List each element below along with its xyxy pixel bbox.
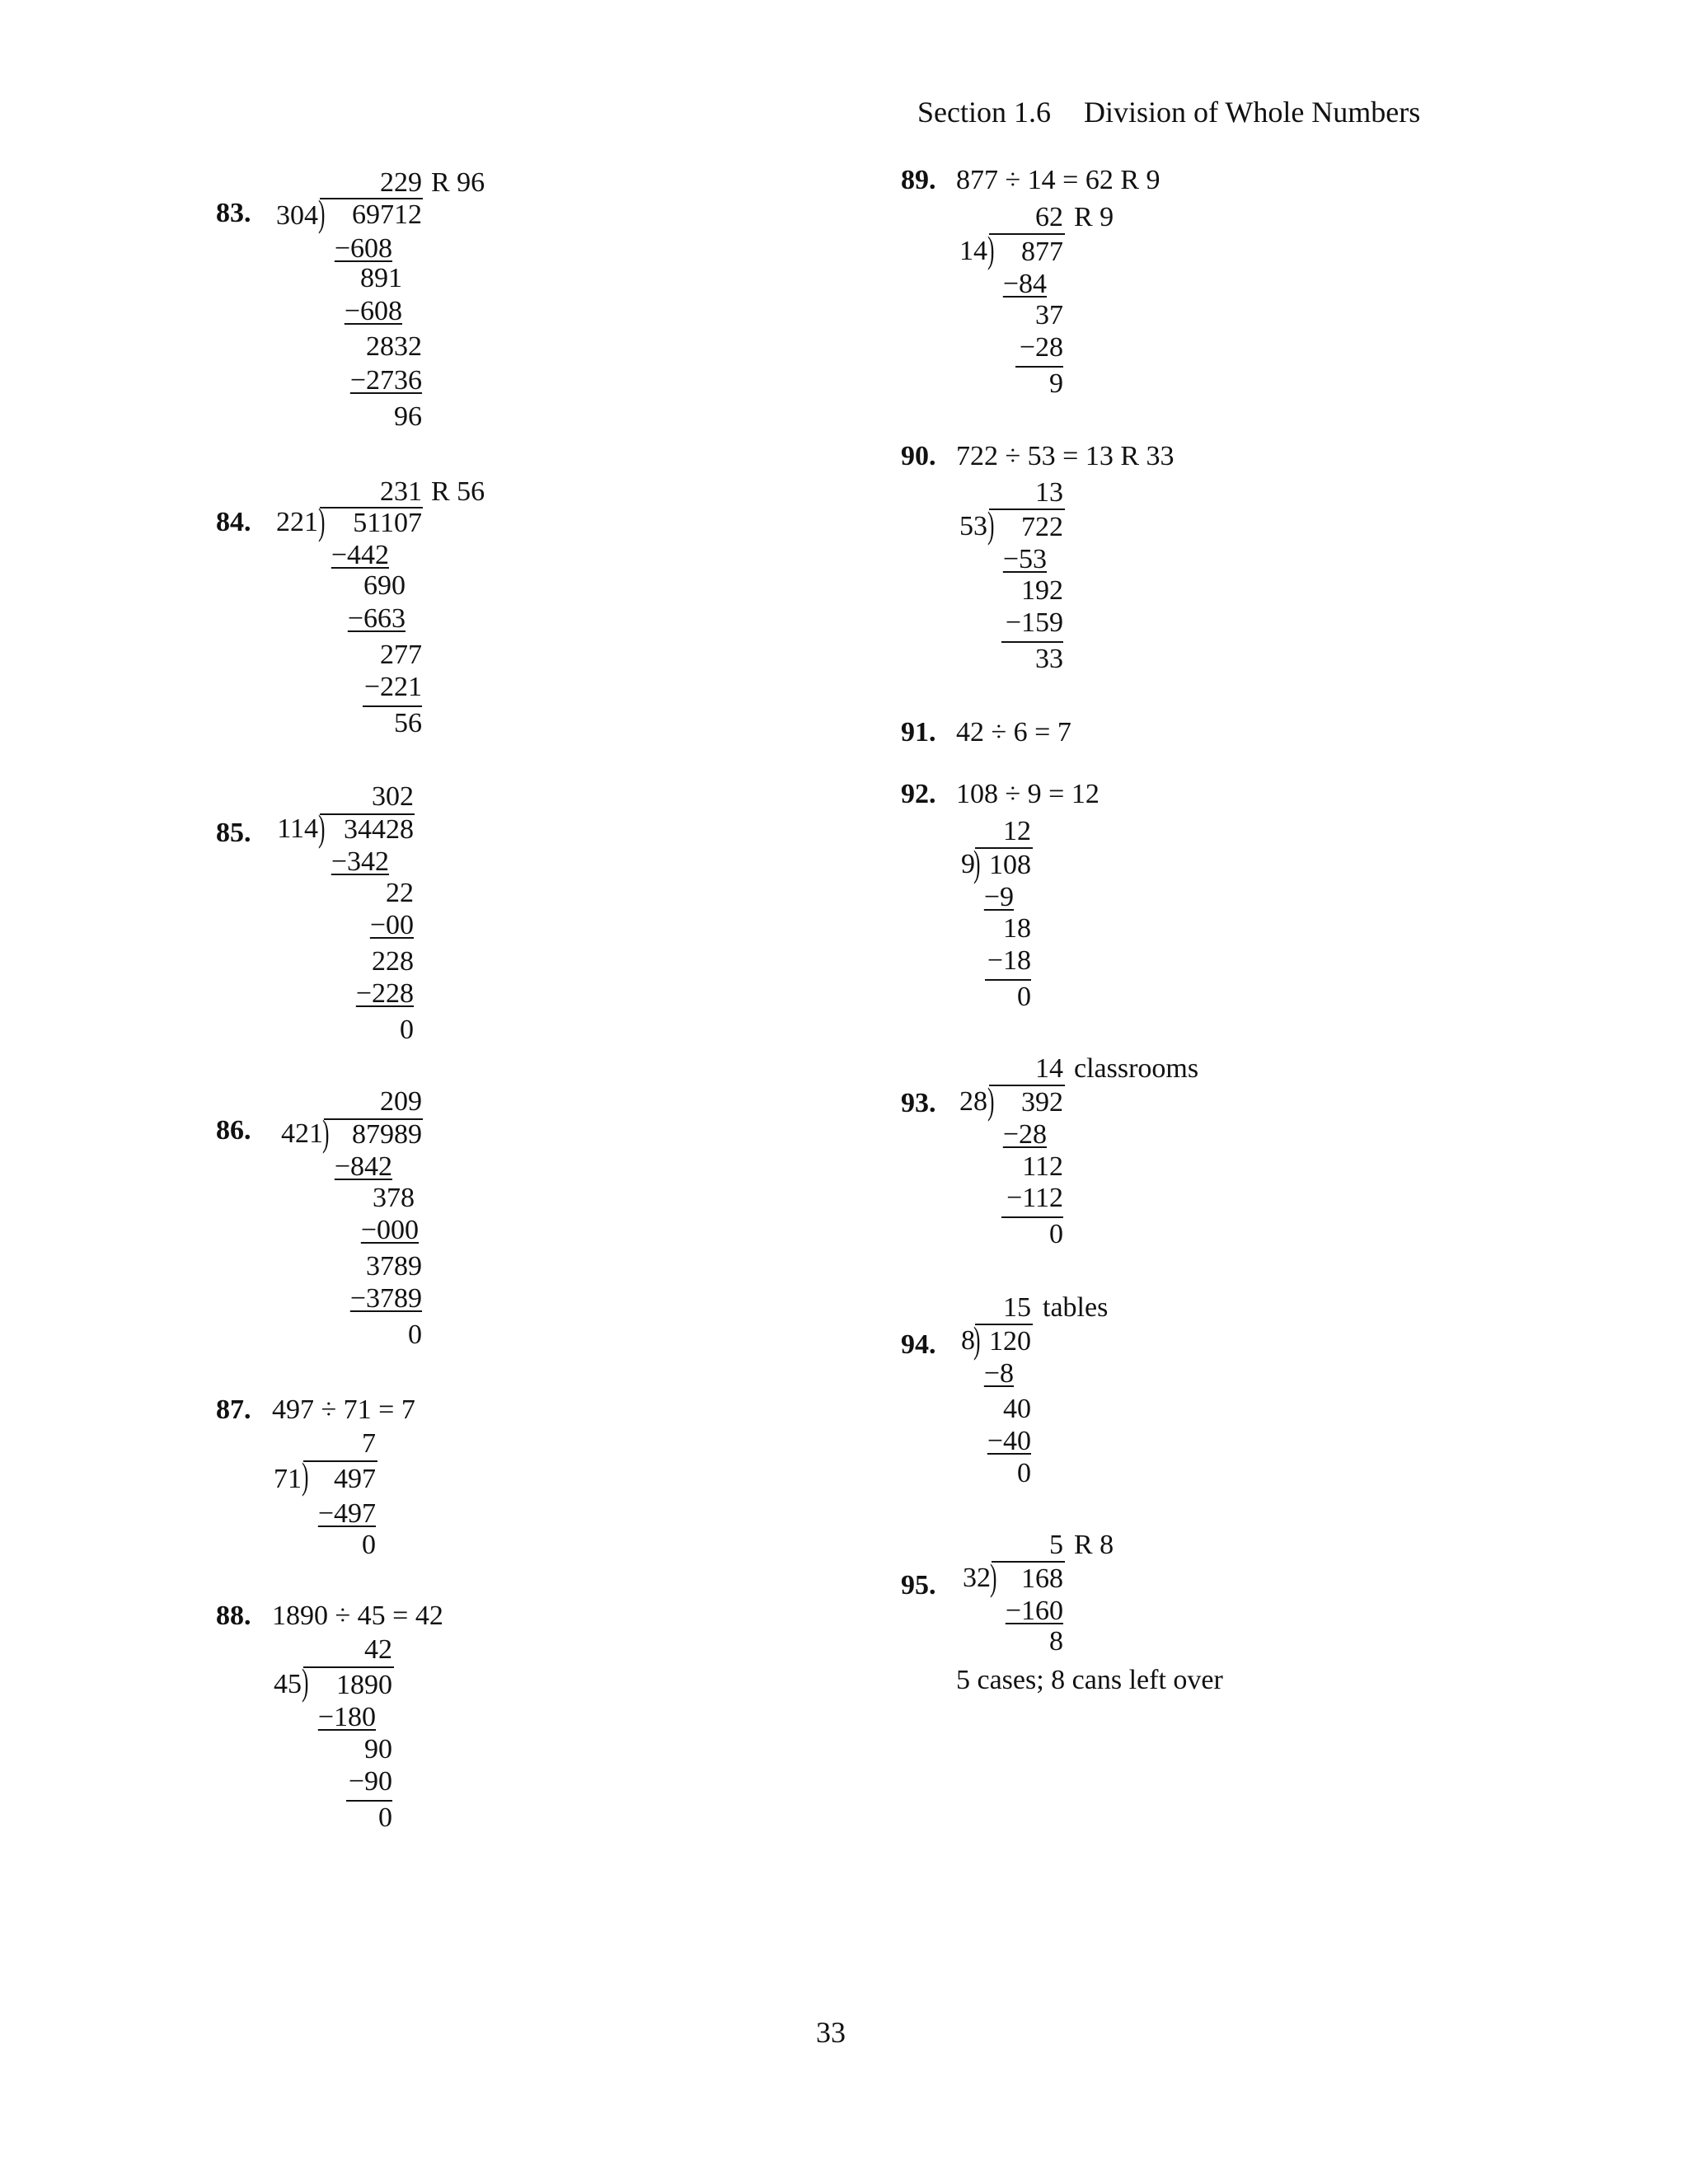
divisor: 53 <box>959 511 987 541</box>
section-number: Section 1.6 <box>917 96 1051 129</box>
step: −180 <box>317 1702 376 1732</box>
step: 0 <box>1017 1458 1031 1488</box>
division-bar <box>989 233 1065 235</box>
step: −40 <box>987 1426 1031 1456</box>
dividend: 497 <box>334 1464 376 1494</box>
remainder: R 96 <box>431 167 485 198</box>
division-bracket: ) <box>987 504 995 546</box>
step: −112 <box>1006 1183 1063 1213</box>
step: 8 <box>1049 1626 1063 1657</box>
step: −497 <box>317 1498 376 1529</box>
division-bracket: ) <box>302 1661 309 1703</box>
quotient: 7 <box>362 1428 376 1459</box>
step: 3789 <box>366 1251 422 1282</box>
step: −53 <box>1002 544 1047 574</box>
step: 0 <box>1049 1219 1063 1249</box>
quotient: 5 <box>1049 1530 1063 1560</box>
division-bracket: ) <box>987 1080 995 1122</box>
problem-number: 84. <box>216 507 251 537</box>
step: 18 <box>1003 913 1031 944</box>
step: 0 <box>408 1319 422 1350</box>
step: 22 <box>386 878 414 908</box>
divisor: 32 <box>963 1563 991 1593</box>
problem-number: 92. <box>901 779 936 809</box>
equation: 42 ÷ 6 = 7 <box>956 717 1071 748</box>
division-bracket: ) <box>322 1112 330 1154</box>
problem-number: 85. <box>216 818 251 848</box>
step: 0 <box>378 1802 392 1833</box>
step: −608 <box>344 296 402 326</box>
quotient: 229 <box>380 167 422 198</box>
step: −90 <box>348 1766 392 1797</box>
dividend: 87989 <box>352 1119 422 1150</box>
remainder: classrooms <box>1074 1053 1199 1084</box>
step: 33 <box>1035 644 1063 674</box>
dividend: 51107 <box>353 508 422 538</box>
division-bracket: ) <box>990 1556 997 1598</box>
step: −608 <box>334 233 392 264</box>
step: 9 <box>1049 368 1063 399</box>
step: −221 <box>363 672 422 702</box>
division-bar <box>303 1666 394 1668</box>
step: −342 <box>331 846 389 877</box>
quotient: 13 <box>1035 477 1063 508</box>
step: 378 <box>373 1183 415 1213</box>
problem-number: 91. <box>901 717 936 748</box>
step: 37 <box>1035 300 1063 330</box>
divisor: 9 <box>961 849 975 879</box>
divisor: 28 <box>959 1086 987 1117</box>
page-number: 33 <box>816 2016 846 2049</box>
problem-number: 94. <box>901 1329 936 1360</box>
division-bracket: ) <box>973 842 981 884</box>
quotient: 302 <box>372 781 414 812</box>
step: −28 <box>1019 332 1063 363</box>
step: −9 <box>983 882 1014 912</box>
step: 112 <box>1022 1151 1063 1182</box>
section-header <box>917 95 1420 129</box>
division-bracket: ) <box>318 192 326 234</box>
step: −2736 <box>349 365 422 396</box>
problem-number: 87. <box>216 1394 251 1425</box>
step: 0 <box>362 1530 376 1560</box>
dividend: 69712 <box>352 199 422 230</box>
equation: 108 ÷ 9 = 12 <box>956 779 1100 809</box>
division-bracket: ) <box>318 807 326 849</box>
step: −228 <box>355 978 414 1009</box>
step: 0 <box>1017 982 1031 1012</box>
quotient: 209 <box>380 1086 422 1117</box>
step: −3789 <box>349 1283 422 1314</box>
quotient: 231 <box>380 476 422 507</box>
problem-number: 88. <box>216 1601 251 1631</box>
step: 40 <box>1003 1394 1031 1424</box>
problem-number: 90. <box>901 441 936 471</box>
divisor: 304 <box>276 200 318 231</box>
step: −663 <box>347 603 406 634</box>
quotient: 12 <box>1003 816 1031 846</box>
divisor: 14 <box>959 236 987 266</box>
quotient: 42 <box>364 1634 392 1665</box>
step: −28 <box>1002 1119 1047 1150</box>
problem-number: 86. <box>216 1115 251 1146</box>
step: −84 <box>1002 269 1047 299</box>
remainder: R 56 <box>431 476 485 507</box>
equation: 497 ÷ 71 = 7 <box>272 1394 415 1425</box>
divisor: 421 <box>281 1118 323 1149</box>
step: 96 <box>394 401 422 432</box>
remainder: tables <box>1043 1292 1109 1323</box>
division-bracket: ) <box>318 500 326 542</box>
step: 0 <box>400 1015 414 1045</box>
step: 891 <box>360 263 402 293</box>
equation: 1890 ÷ 45 = 42 <box>272 1601 443 1631</box>
step: 90 <box>364 1734 392 1765</box>
step: 277 <box>380 640 422 670</box>
division-bar <box>989 509 1065 510</box>
step: −000 <box>360 1215 419 1245</box>
dividend: 168 <box>1021 1563 1063 1594</box>
step: 228 <box>372 946 414 977</box>
divisor: 8 <box>961 1325 975 1356</box>
step: 690 <box>363 570 406 601</box>
word-answer: 5 cases; 8 cans left over <box>956 1665 1223 1695</box>
equation: 877 ÷ 14 = 62 R 9 <box>956 165 1160 195</box>
step: −159 <box>1005 607 1063 638</box>
step: −442 <box>331 540 389 570</box>
dividend: 1890 <box>336 1670 392 1700</box>
division-bar <box>303 1460 377 1462</box>
problem-number: 89. <box>901 165 936 195</box>
dividend: 392 <box>1021 1087 1063 1118</box>
step: 192 <box>1021 575 1063 606</box>
remainder: R 9 <box>1074 202 1114 232</box>
divisor: 71 <box>274 1464 302 1494</box>
problem-number: 83. <box>216 198 251 228</box>
divisor: 221 <box>276 507 318 537</box>
problem-number: 95. <box>901 1570 936 1601</box>
quotient: 15 <box>1003 1292 1031 1323</box>
dividend: 34428 <box>344 814 414 845</box>
section-title: Division of Whole Numbers <box>1083 96 1421 129</box>
problem-number: 93. <box>901 1088 936 1118</box>
division-bracket: ) <box>987 228 995 270</box>
quotient: 62 <box>1035 202 1063 232</box>
dividend: 722 <box>1021 512 1063 542</box>
step: −842 <box>334 1151 392 1182</box>
divisor: 114 <box>277 813 318 844</box>
quotient: 14 <box>1035 1053 1063 1084</box>
division-bracket: ) <box>302 1455 309 1497</box>
remainder: R 8 <box>1074 1530 1114 1560</box>
step: −18 <box>987 945 1031 976</box>
dividend: 877 <box>1021 237 1063 267</box>
step: −8 <box>983 1358 1014 1389</box>
step: −00 <box>369 910 414 940</box>
step: 56 <box>394 708 422 738</box>
equation: 722 ÷ 53 = 13 R 33 <box>956 441 1175 471</box>
division-bracket: ) <box>973 1319 981 1361</box>
dividend: 108 <box>989 850 1031 880</box>
divisor: 45 <box>274 1669 302 1699</box>
step: 2832 <box>366 331 422 362</box>
step: −160 <box>1005 1596 1063 1626</box>
dividend: 120 <box>989 1326 1031 1357</box>
